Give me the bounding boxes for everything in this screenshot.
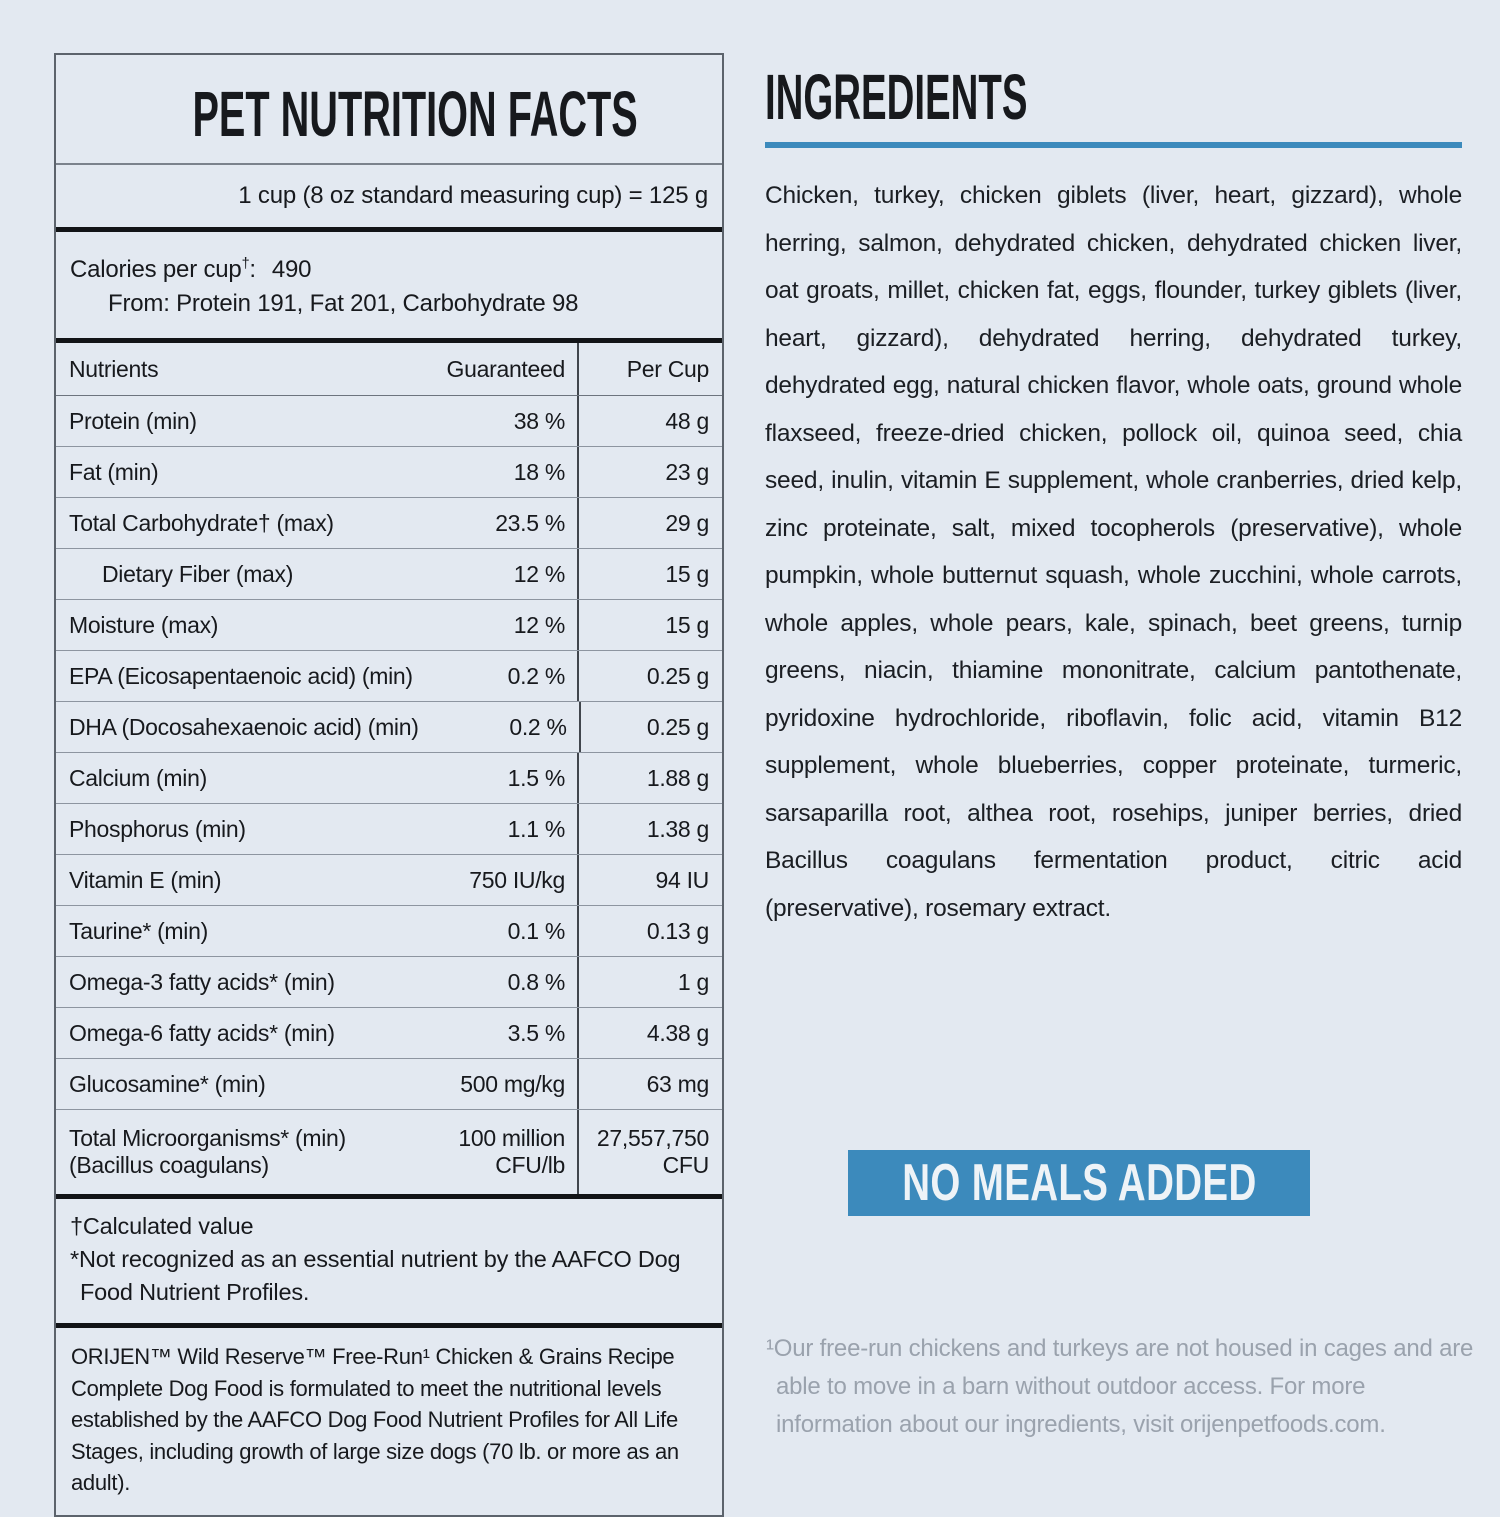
panel-title: PET NUTRITION FACTS: [192, 78, 638, 150]
table-row-dietary-fiber: [56, 549, 722, 600]
nutrient-per-cup: 23 g: [577, 447, 722, 497]
nutrient-guaranteed: 18 %: [513, 458, 565, 485]
table-row-vitamin-e: [56, 855, 722, 906]
nutrient-name: EPA (Eicosapentaenoic acid) (min): [69, 662, 413, 689]
nutrient-guaranteed: 12 %: [513, 611, 565, 638]
free-run-footnote: ¹Our free-run chickens and turkeys are not housed in cages and are able to move in a barn without outdoor access. For more information about our ingredients, visit orijenpetfoods.com.: [766, 1335, 1474, 1438]
nutrient-per-cup: 4.38 g: [577, 1008, 722, 1058]
table-row-total-microorganisms: [56, 1110, 722, 1199]
calories-line: [70, 247, 708, 287]
nutrient-guaranteed: 0.1 %: [507, 917, 565, 944]
nutrient-per-cup: 1.38 g: [577, 804, 722, 854]
nutrient-guaranteed: 12 %: [513, 560, 565, 587]
no-meals-added-banner: [848, 1150, 1310, 1216]
nutrient-guaranteed: 100 million CFU/lb: [458, 1125, 565, 1178]
table-row-fat: [56, 447, 722, 498]
table-row-calcium: [56, 753, 722, 804]
ingredients-title: INGREDIENTS: [765, 61, 1028, 133]
calories-dagger: †: [241, 256, 250, 272]
nutrient-name: Protein (min): [69, 407, 197, 434]
ingredients-title-wrap: [765, 60, 1462, 134]
ingredients-text: Chicken, turkey, chicken giblets (liver, heart, gizzard), whole herring, salmon, dehydrated chicken, dehydrated chicken liver, oat groats, millet, chicken fat, eggs, flounder, turkey giblets (liver, heart, gizzard), dehydrated herring, dehydrated turkey, dehydrated egg, natural chicken flavor, whole oats, ground whole flaxseed, freeze-dried chicken, pollock oil, quinoa seed, chia seed, inulin, vitamin E supplement, whole cranberries, dried kelp, zinc proteinate, salt, mixed tocopherols (preservative), whole pumpkin, whole butternut squash, whole zucchini, whole carrots, whole apples, whole pears, kale, spinach, beet greens, turnip greens, niacin, thiamine mononitrate, calcium pantothenate, pyridoxine hydrochloride, riboflavin, folic acid, vitamin B12 supplement, whole blueberries, copper proteinate, turmeric, sarsaparilla root, althea root, rosehips, juniper berries, dried Bacillus coagulans fermentation product, citric acid (preservative), rosemary extract.: [765, 182, 1462, 922]
nutrient-name: Vitamin E (min): [69, 866, 222, 893]
table-header-row: [56, 343, 722, 396]
nutrient-per-cup: 27,557,750 CFU: [577, 1110, 722, 1194]
footnotes-section: [56, 1199, 722, 1328]
nutrient-per-cup: 15 g: [577, 549, 722, 599]
nutrient-name: Total Carbohydrate† (max): [69, 509, 334, 536]
table-row-glucosamine: [56, 1059, 722, 1110]
nutrient-name: Taurine* (min): [69, 917, 208, 944]
nutrient-per-cup: 1.88 g: [577, 753, 722, 803]
nutrient-guaranteed: 1.5 %: [507, 764, 565, 791]
table-row-total-carbohydrate: [56, 498, 722, 549]
ingredients-section: [765, 60, 1462, 932]
nutrient-per-cup: 0.13 g: [577, 906, 722, 956]
nutrient-per-cup: 29 g: [577, 498, 722, 548]
nutrient-name: Calcium (min): [69, 764, 207, 791]
footnote-calculated-value: †Calculated value: [70, 1213, 254, 1239]
nutrient-name: Phosphorus (min): [69, 815, 246, 842]
panel-title-section: [56, 55, 722, 165]
nutrient-guaranteed: 38 %: [513, 407, 565, 434]
nutrient-per-cup: 63 mg: [577, 1059, 722, 1109]
calories-from-line: From: Protein 191, Fat 201, Carbohydrate 98: [108, 290, 579, 317]
nutrient-per-cup: 48 g: [577, 396, 722, 446]
nutrient-name: Moisture (max): [69, 611, 219, 638]
table-row-protein: [56, 396, 722, 447]
col-header-guaranteed: Guaranteed: [446, 355, 565, 382]
nutrient-name: Omega-6 fatty acids* (min): [69, 1019, 335, 1046]
calories-section: [56, 232, 722, 343]
nutrient-name: Fat (min): [69, 458, 159, 485]
table-row-omega-6: [56, 1008, 722, 1059]
calories-label: Calories per cup: [70, 256, 242, 283]
nutrient-guaranteed: 1.1 %: [507, 815, 565, 842]
aafco-statement: ORIJEN™ Wild Reserve™ Free-Run¹ Chicken & Grains Recipe Complete Dog Food is formulated to meet the nutritional levels established by the AAFCO Dog Food Nutrient Profiles for All Life Stages, including growth of large size dogs (70 lb. or more as an adult).: [71, 1344, 679, 1495]
table-row-moisture: [56, 600, 722, 651]
nutrient-guaranteed: 0.2 %: [509, 713, 567, 740]
serving-size-line: 1 cup (8 oz standard measuring cup) = 125 g: [56, 165, 722, 232]
table-row-phosphorus: [56, 804, 722, 855]
nutrient-name: Dietary Fiber (max): [102, 560, 294, 587]
table-row-taurine: [56, 906, 722, 957]
nutrient-guaranteed: 23.5 %: [495, 509, 565, 536]
footnote-aafco: *Not recognized as an essential nutrient by the AAFCO Dog Food Nutrient Profiles.: [70, 1246, 681, 1305]
table-row-dha: [56, 702, 722, 753]
pet-nutrition-facts-panel: [54, 53, 724, 1517]
nutrient-name: Total Microorganisms* (min) (Bacillus coagulans): [69, 1125, 346, 1178]
nutrient-guaranteed: 0.8 %: [507, 968, 565, 995]
nutrient-per-cup: 15 g: [577, 600, 722, 650]
calories-value: 490: [271, 256, 312, 283]
nutrient-name: DHA (Docosahexaenoic acid) (min): [69, 713, 419, 740]
table-row-epa: [56, 651, 722, 702]
nutrient-guaranteed: 3.5 %: [507, 1019, 565, 1046]
nutrient-per-cup: 1 g: [577, 957, 722, 1007]
nutrient-guaranteed: 750 IU/kg: [469, 866, 565, 893]
col-header-per-cup: Per Cup: [577, 343, 722, 395]
nutrient-guaranteed: 0.2 %: [507, 662, 565, 689]
nutrient-guaranteed: 500 mg/kg: [460, 1070, 565, 1097]
nutrient-per-cup: 0.25 g: [579, 702, 722, 752]
nutrient-name: Omega-3 fatty acids* (min): [69, 968, 335, 995]
table-row-omega-3: [56, 957, 722, 1008]
col-header-nutrients: Nutrients: [69, 355, 159, 382]
nutrient-per-cup: 0.25 g: [577, 651, 722, 701]
nutrient-per-cup: 94 IU: [577, 855, 722, 905]
no-meals-added-label: NO MEALS ADDED: [901, 1154, 1257, 1212]
calories-colon: :: [249, 256, 256, 283]
nutrient-name: Glucosamine* (min): [69, 1070, 266, 1097]
ingredients-accent-rule: [765, 142, 1462, 148]
